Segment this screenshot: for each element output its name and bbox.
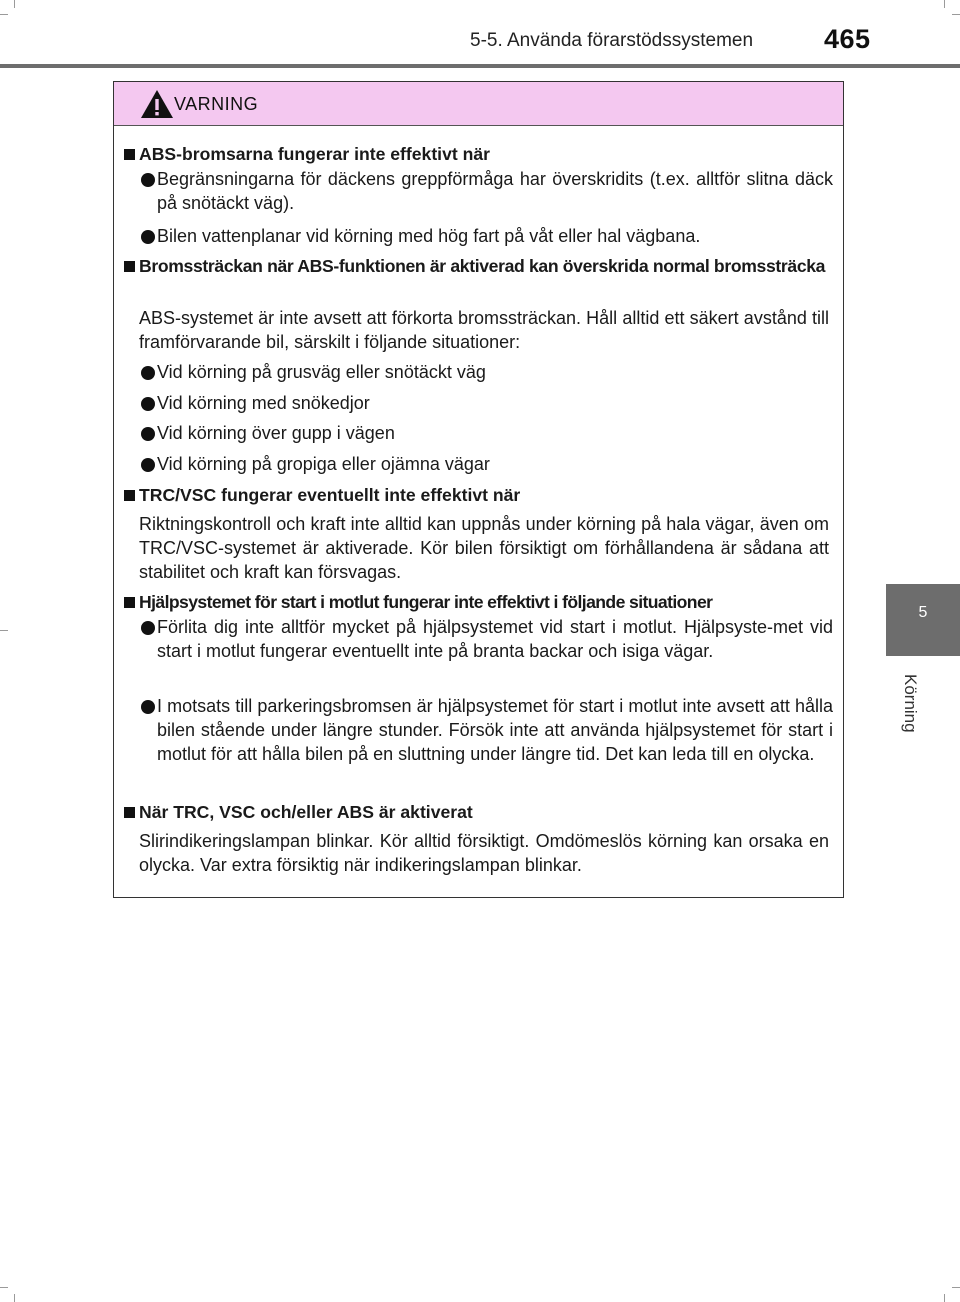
crop-mark	[14, 1294, 15, 1302]
round-bullet-icon	[141, 700, 155, 714]
section-heading: TRC/VSC fungerar eventuellt inte effektivt när	[139, 485, 521, 505]
square-bullet-icon	[124, 597, 135, 608]
round-bullet-icon	[141, 366, 155, 380]
bullet-text: Vid körning på grusväg eller snötäckt väg	[157, 362, 486, 382]
page-number: 465	[824, 24, 871, 54]
chapter-label: Körning	[901, 674, 920, 733]
bullet-text: Vid körning över gupp i vägen	[157, 423, 395, 443]
crop-mark	[944, 1294, 945, 1302]
warning-triangle-icon	[140, 89, 174, 119]
crop-mark	[0, 630, 8, 631]
crop-mark	[0, 14, 8, 15]
square-bullet-icon	[124, 261, 135, 272]
bullet-text: I motsats till parkeringsbromsen är hjälpsystemet för start i motlut inte avsett att hålla bilen stående under längre stunder. Försök inte att använda hjälpsystemet för start i motlut för att hålla bilen på en sluttning under längre tid. Det kan leda till en olycka.	[157, 696, 833, 764]
crop-mark	[952, 1287, 960, 1288]
round-bullet-icon	[141, 427, 155, 441]
section-heading: Bromssträckan när ABS-funktionen är aktiverad kan överskrida normal bromssträcka	[139, 256, 826, 276]
crop-mark	[944, 0, 945, 8]
square-bullet-icon	[124, 490, 135, 501]
warning-header	[114, 82, 843, 126]
bullet-text: Förlita dig inte alltför mycket på hjälpsystemet vid start i motlut. Hjälpsyste-met vid start i motlut fungerar eventuellt inte på branta backar och isiga vägar.	[157, 617, 833, 661]
chapter-tab	[886, 584, 960, 656]
section-heading: Hjälpsystemet för start i motlut fungerar inte effektivt i följande situationer	[139, 592, 713, 612]
round-bullet-icon	[141, 397, 155, 411]
section-paragraph: Riktningskontroll och kraft inte alltid kan uppnås under körning på hala vägar, även om TRC/VSC-systemet är aktiverade. Kör bilen försiktigt om förhållandena är sådana att stabilitet och kraft kan försvagas.	[139, 514, 829, 582]
round-bullet-icon	[141, 230, 155, 244]
bullet-text: Vid körning med snökedjor	[157, 393, 370, 413]
square-bullet-icon	[124, 807, 135, 818]
warning-box	[113, 81, 844, 898]
round-bullet-icon	[141, 173, 155, 187]
bullet-text: Bilen vattenplanar vid körning med hög fart på våt eller hal vägbana.	[157, 226, 701, 246]
section-heading: När TRC, VSC och/eller ABS är aktiverat	[139, 802, 473, 822]
crop-mark	[14, 0, 15, 8]
square-bullet-icon	[124, 149, 135, 160]
chapter-number: 5	[918, 604, 928, 621]
section-paragraph: Slirindikeringslampan blinkar. Kör alltid försiktigt. Omdömeslös körning kan orsaka en olycka. Var extra försiktig när indikeringslampan blinkar.	[139, 831, 829, 875]
header-rule	[0, 64, 960, 68]
bullet-text: Vid körning på gropiga eller ojämna vägar	[157, 454, 490, 474]
section-heading: ABS-bromsarna fungerar inte effektivt när	[139, 144, 490, 164]
crop-mark	[952, 14, 960, 15]
round-bullet-icon	[141, 621, 155, 635]
bullet-text: Begränsningarna för däckens greppförmåga har överskridits (t.ex. alltför slitna däck på snötäckt väg).	[157, 169, 833, 213]
warning-title: VARNING	[174, 94, 259, 114]
section-title: 5-5. Använda förarstödssystemen	[470, 30, 754, 51]
section-paragraph: ABS-systemet är inte avsett att förkorta bromssträckan. Håll alltid ett säkert avstånd till framförvarande bil, särskilt i följande situationer:	[139, 308, 829, 352]
round-bullet-icon	[141, 458, 155, 472]
crop-mark	[0, 1287, 8, 1288]
